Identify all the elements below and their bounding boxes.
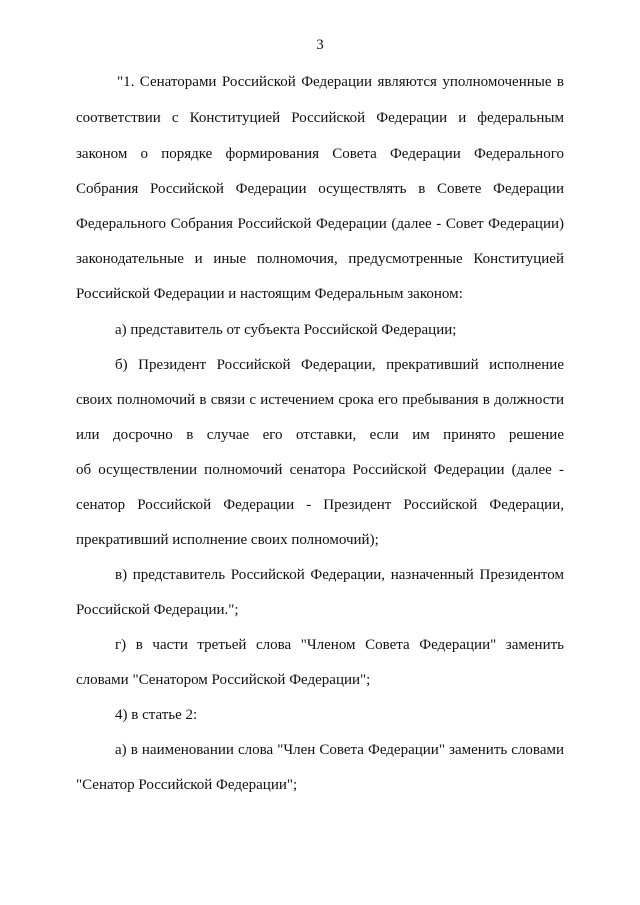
paragraph-1-line-7: Российской Федерации и настоящим Федеральным законом: [76, 286, 463, 302]
item-a-line-1: а) представитель от субъекта Российской Федерации; [115, 322, 457, 338]
item-b-line-4: об осуществлении полномочий сенатора Российской Федерации (далее - [76, 462, 564, 478]
paragraph-1-line-2: соответствии с Конституцией Российской Федерации и федеральным [76, 110, 564, 126]
paragraph-1-line-4: Собрания Российской Федерации осуществлять в Совете Федерации [76, 181, 564, 197]
page-number: 3 [316, 37, 324, 53]
item-g-line-1: г) в части третьей слова "Членом Совета Федерации" заменить [115, 637, 564, 653]
paragraph-1-line-5: Федерального Собрания Российской Федерации (далее - Совет Федерации) [76, 216, 564, 232]
item-v-line-1: в) представитель Российской Федерации, назначенный Президентом [115, 567, 564, 583]
paragraph-1-line-6: законодательные и иные полномочия, предусмотренные Конституцией [76, 251, 564, 267]
item-4a-line-1: а) в наименовании слова "Член Совета Федерации" заменить словами [115, 742, 564, 758]
item-v-line-2: Российской Федерации."; [76, 602, 239, 618]
item-b-line-2: своих полномочий в связи с истечением срока его пребывания в должности [76, 392, 564, 408]
item-b-line-5: сенатор Российской Федерации - Президент Российской Федерации, [76, 497, 564, 513]
item-b-line-3: или досрочно в случае его отставки, если им принято решение [76, 427, 564, 443]
item-4a-line-2: "Сенатор Российской Федерации"; [76, 777, 298, 793]
item-g-line-2: словами "Сенатором Российской Федерации"; [76, 672, 371, 688]
item-4-heading: 4) в статье 2: [115, 707, 198, 723]
paragraph-1-line-1: "1. Сенаторами Российской Федерации являются уполномоченные в [117, 74, 564, 90]
item-b-line-1: б) Президент Российской Федерации, прекративший исполнение [115, 357, 564, 373]
item-b-line-6: прекративший исполнение своих полномочий); [76, 532, 379, 548]
paragraph-1-line-3: законом о порядке формирования Совета Федерации Федерального [76, 146, 564, 162]
